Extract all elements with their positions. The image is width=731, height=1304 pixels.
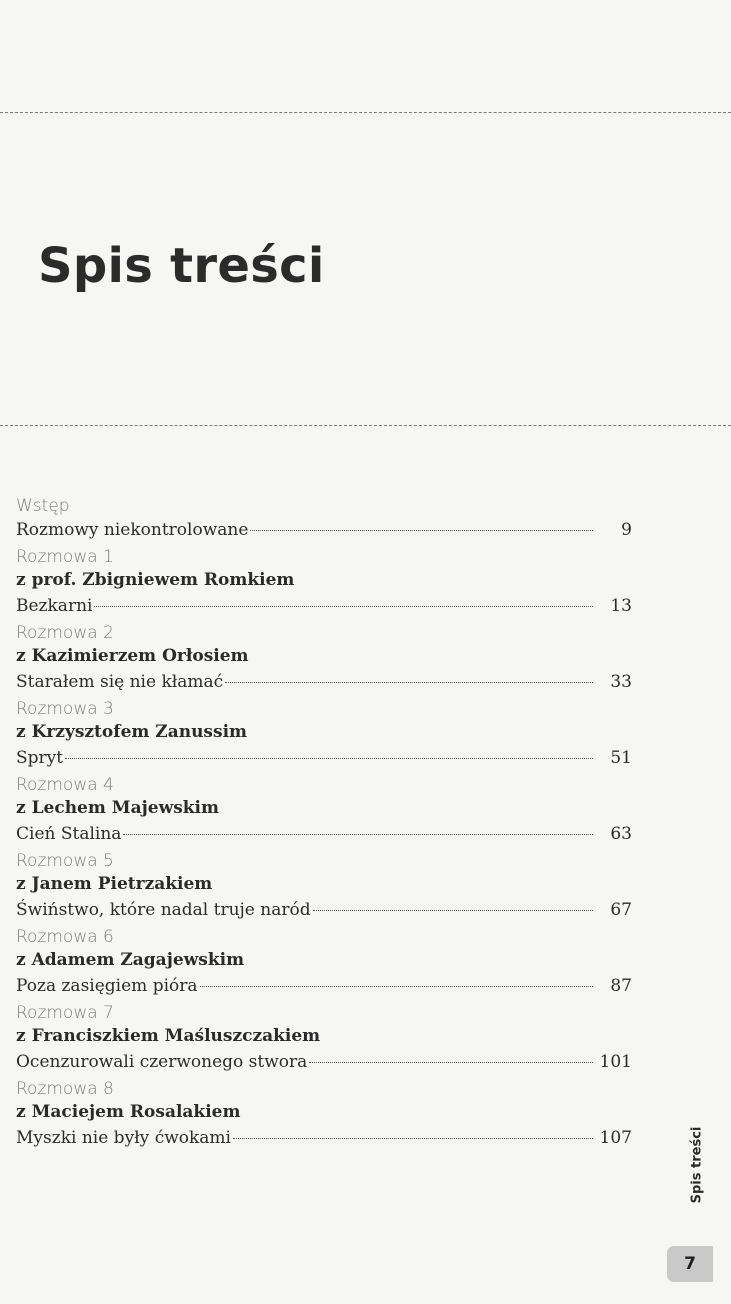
dot-leader: [225, 682, 593, 683]
toc-chapter-title: Ocenzurowali czerwonego stwora: [16, 1052, 308, 1072]
dot-leader: [250, 530, 593, 531]
running-side-label: Spis treści: [689, 1126, 705, 1204]
toc-line[interactable]: [16, 897, 632, 923]
toc-interviewee: z Lechem Majewskim: [16, 798, 220, 818]
dot-leader: [313, 910, 593, 911]
toc-page-number: 63: [610, 824, 632, 844]
toc-interviewee: z Maciejem Rosalakiem: [16, 1102, 241, 1122]
toc-entry-4: [16, 775, 632, 847]
toc-entry-3: [16, 699, 632, 771]
dot-leader: [233, 1138, 593, 1139]
toc-page-number: 9: [621, 520, 632, 540]
toc-page-number: 107: [599, 1128, 632, 1148]
toc-entry-6: [16, 927, 632, 999]
dot-leader: [309, 1062, 593, 1063]
toc-section-label: Rozmowa 6: [16, 927, 114, 947]
toc-interviewee: z prof. Zbigniewem Romkiem: [16, 570, 295, 590]
dot-leader: [123, 834, 593, 835]
toc-line[interactable]: [16, 593, 632, 619]
toc-line[interactable]: [16, 1049, 632, 1075]
toc-interviewee: z Janem Pietrzakiem: [16, 874, 213, 894]
dot-leader: [200, 986, 593, 987]
toc-page-number: 101: [599, 1052, 632, 1072]
toc-chapter-title: Starałem się nie kłamać: [16, 672, 224, 692]
toc-section-label: Wstęp: [16, 496, 70, 516]
toc-section-label: Rozmowa 8: [16, 1079, 114, 1099]
toc-entry-5: [16, 851, 632, 923]
toc-section-label: Rozmowa 7: [16, 1003, 114, 1023]
toc-section-label: Rozmowa 1: [16, 547, 114, 567]
toc-chapter-title: Rozmowy niekontrolowane: [16, 520, 249, 540]
toc-chapter-title: Bezkarni: [16, 596, 93, 616]
toc-section-label: Rozmowa 3: [16, 699, 114, 719]
toc-section-label: Rozmowa 4: [16, 775, 114, 795]
bottom-dashed-rule: [0, 425, 731, 426]
toc-entry-7: [16, 1003, 632, 1075]
toc-line[interactable]: [16, 669, 632, 695]
toc-interviewee: z Krzysztofem Zanussim: [16, 722, 248, 742]
toc-page-number: 51: [610, 748, 632, 768]
page-title: Spis treści: [38, 238, 325, 294]
toc-page-number: 33: [610, 672, 632, 692]
toc-chapter-title: Świństwo, które nadal truje naród: [16, 900, 311, 920]
toc-entry-1: [16, 547, 632, 619]
toc-entry-intro: [16, 496, 632, 543]
toc-line[interactable]: [16, 973, 632, 999]
toc-chapter-title: Spryt: [16, 748, 64, 768]
toc-line[interactable]: [16, 517, 632, 543]
toc-section-label: Rozmowa 5: [16, 851, 114, 871]
dot-leader: [94, 606, 593, 607]
toc-page-number: 13: [610, 596, 632, 616]
toc-interviewee: z Adamem Zagajewskim: [16, 950, 245, 970]
toc-page-number: 67: [610, 900, 632, 920]
toc-interviewee: z Franciszkiem Maśluszczakiem: [16, 1026, 321, 1046]
toc-line[interactable]: [16, 1125, 632, 1151]
toc-page-number: 87: [610, 976, 632, 996]
table-of-contents: [16, 496, 632, 1155]
page-number-tab: 7: [667, 1246, 713, 1282]
toc-line[interactable]: [16, 745, 632, 771]
toc-chapter-title: Cień Stalina: [16, 824, 122, 844]
toc-section-label: Rozmowa 2: [16, 623, 114, 643]
toc-line[interactable]: [16, 821, 632, 847]
toc-entry-8: [16, 1079, 632, 1151]
dot-leader: [65, 758, 593, 759]
top-dashed-rule: [0, 112, 731, 113]
toc-interviewee: z Kazimierzem Orłosiem: [16, 646, 249, 666]
toc-chapter-title: Poza zasięgiem pióra: [16, 976, 198, 996]
toc-chapter-title: Myszki nie były ćwokami: [16, 1128, 231, 1148]
toc-entry-2: [16, 623, 632, 695]
